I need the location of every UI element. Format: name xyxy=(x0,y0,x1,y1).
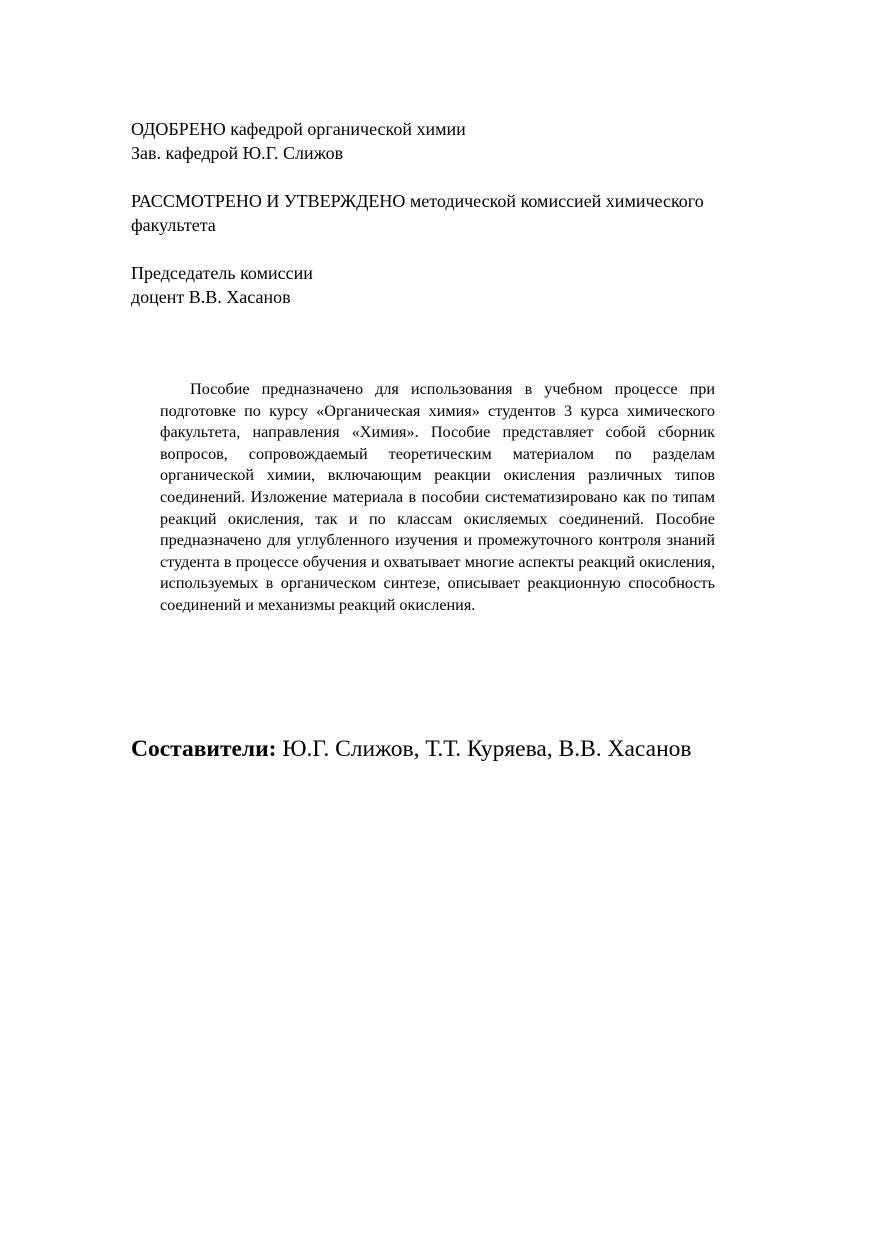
commission-chair-name: доцент В.В. Хасанов xyxy=(131,287,291,307)
review-block xyxy=(131,189,751,237)
commission-chair-title: Председатель комиссии xyxy=(131,263,313,283)
department-head-line: Зав. кафедрой Ю.Г. Слижов xyxy=(131,143,344,163)
review-text: РАССМОТРЕНО И УТВЕРЖДЕНО методической комиссией химического факультета xyxy=(131,191,704,235)
authors-line xyxy=(131,733,831,765)
approval-line: ОДОБРЕНО кафедрой органической химии xyxy=(131,119,466,139)
authors-names: Ю.Г. Слижов, Т.Т. Куряева, В.В. Хасанов xyxy=(282,736,692,762)
approval-block xyxy=(131,117,751,165)
commission-block xyxy=(131,261,751,309)
annotation-paragraph: Пособие предназначено для использования в учебном процессе при подготовке по курсу «Органическая химия» студентов 3 курса химического факультета, направления «Химия». Пособие представляет собой сборник вопросов, сопровождаемый теоретическим материалом по разделам органической химии, включающим реакции окисления различных типов соединений. Изложение материала в пособии систематизировано как по типам реакций окисления, так и по классам окисляемых соединений. Пособие предназначено для углубленного изучения и промежуточного контроля знаний студента в процессе обучения и охватывает многие аспекты реакций окисления, используемых в органическом синтезе, описывает реакционную способность соединений и механизмы реакций окисления. xyxy=(160,380,715,614)
authors-label: Составители: xyxy=(131,736,277,762)
